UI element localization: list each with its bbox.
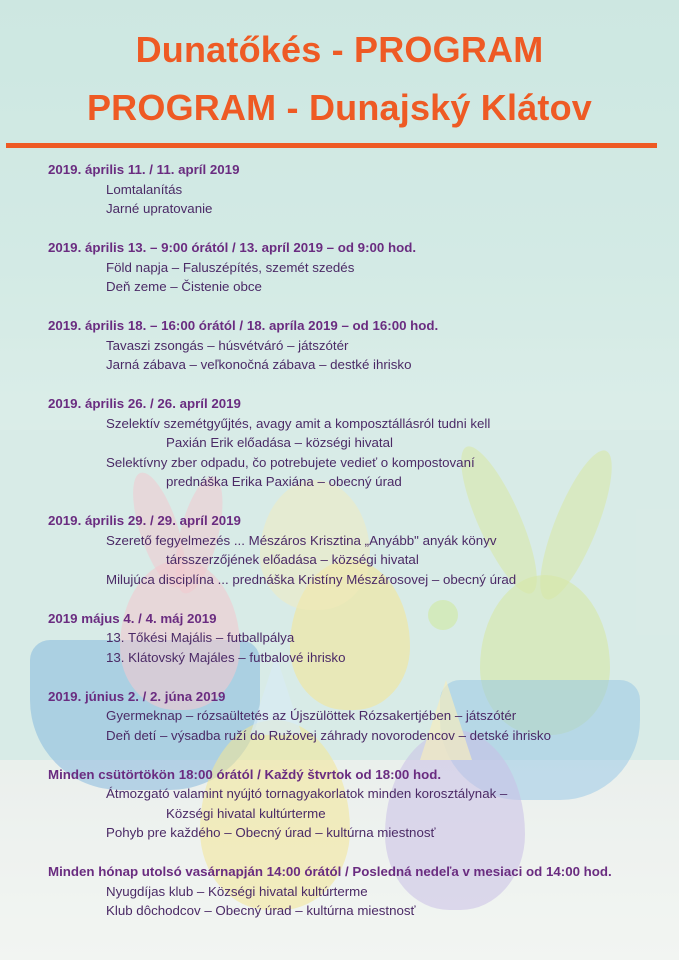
program-event-line: 13. Tőkési Majális – futballpálya: [106, 630, 295, 645]
program-section: [48, 862, 658, 921]
title-divider: [6, 143, 657, 148]
title-line-hu: Dunatőkés - PROGRAM: [135, 29, 544, 70]
program-event-line: Paxián Erik előadása – községi hivatal: [166, 435, 393, 450]
program-event-line: Selektívny zber odpadu, čo potrebujete vedieť o kompostovaní: [106, 454, 475, 470]
program-date-heading: 2019. április 18. – 16:00 órától / 18. apríla 2019 – od 16:00 hod.: [48, 318, 439, 333]
program-event-line: Átmozgató valamint nyújtó tornagyakorlatok minden korosztálynak –: [106, 786, 508, 801]
program-event-line: Milujúca disciplína ... prednáška Kristíny Mészárosovej – obecný úrad: [106, 571, 517, 587]
program-list: [48, 160, 658, 940]
program-date-heading: 2019. június 2. / 2. júna 2019: [48, 688, 226, 704]
program-event-line: Nyugdíjas klub – Községi hivatal kultúrterme: [106, 883, 368, 899]
program-date-heading: 2019. április 11. / 11. apríl 2019: [48, 162, 240, 177]
program-event-line: Gyermeknap – rózsaültetés az Újszülöttek Rózsakertjében – játszótér: [106, 708, 517, 723]
program-event-line: Tavaszi zsongás – húsvétváró – játszótér: [106, 337, 349, 353]
program-event-line: Szerető fegyelmezés ... Mészáros Krisztina „Anyább" anyák könyv: [106, 532, 497, 548]
program-section: [48, 160, 658, 219]
program-event-line: társszerzőjének előadása – községi hivatal: [166, 552, 419, 567]
program-date-heading: Minden hónap utolsó vasárnapján 14:00 órától / Posledná nedeľa v mesiaci od 14:00 hod.: [48, 864, 612, 879]
program-event-line: Jarné upratovanie: [106, 201, 213, 216]
program-event-line: Deň detí – výsadba ruží do Ružovej záhrady novorodencov – detské ihrisko: [106, 727, 551, 743]
program-date-heading: Minden csütörtökön 18:00 órától / Každý štvrtok od 18:00 hod.: [48, 766, 442, 782]
program-event-line: Pohyb pre každého – Obecný úrad – kultúrna miestnosť: [106, 825, 436, 840]
program-event-line: prednáška Erika Paxiána – obecný úrad: [166, 474, 402, 489]
program-event-line: Szelektív szemétgyűjtés, avagy amit a komposztállásról tudni kell: [106, 415, 491, 431]
program-date-heading: 2019. április 29. / 29. apríl 2019: [48, 513, 241, 528]
program-section: [48, 394, 658, 492]
program-section: [48, 316, 658, 375]
program-event-line: Jarná zábava – veľkonočná zábava – destké ihrisko: [106, 357, 412, 372]
program-event-line: Községi hivatal kultúrterme: [166, 805, 326, 821]
program-event-line: Lomtalanítás: [106, 181, 183, 197]
program-date-heading: 2019 május 4. / 4. máj 2019: [48, 610, 217, 626]
program-section: [48, 238, 658, 297]
program-date-heading: 2019. április 26. / 26. apríl 2019: [48, 396, 241, 411]
program-section: [48, 687, 658, 746]
program-date-heading: 2019. április 13. – 9:00 órától / 13. apríl 2019 – od 9:00 hod.: [48, 240, 417, 255]
program-event-line: Deň zeme – Čistenie obce: [106, 279, 262, 294]
program-event-line: Föld napja – Faluszépítés, szemét szedés: [106, 259, 355, 275]
program-section: [48, 609, 658, 668]
program-event-line: 13. Klátovský Majáles – futbalové ihrisko: [106, 649, 346, 665]
program-section: [48, 511, 658, 589]
title-line-sk: PROGRAM - Dunajský Klátov: [86, 87, 593, 128]
program-event-line: Klub dôchodcov – Obecný úrad – kultúrna miestnosť: [106, 903, 416, 918]
program-section: [48, 765, 658, 843]
